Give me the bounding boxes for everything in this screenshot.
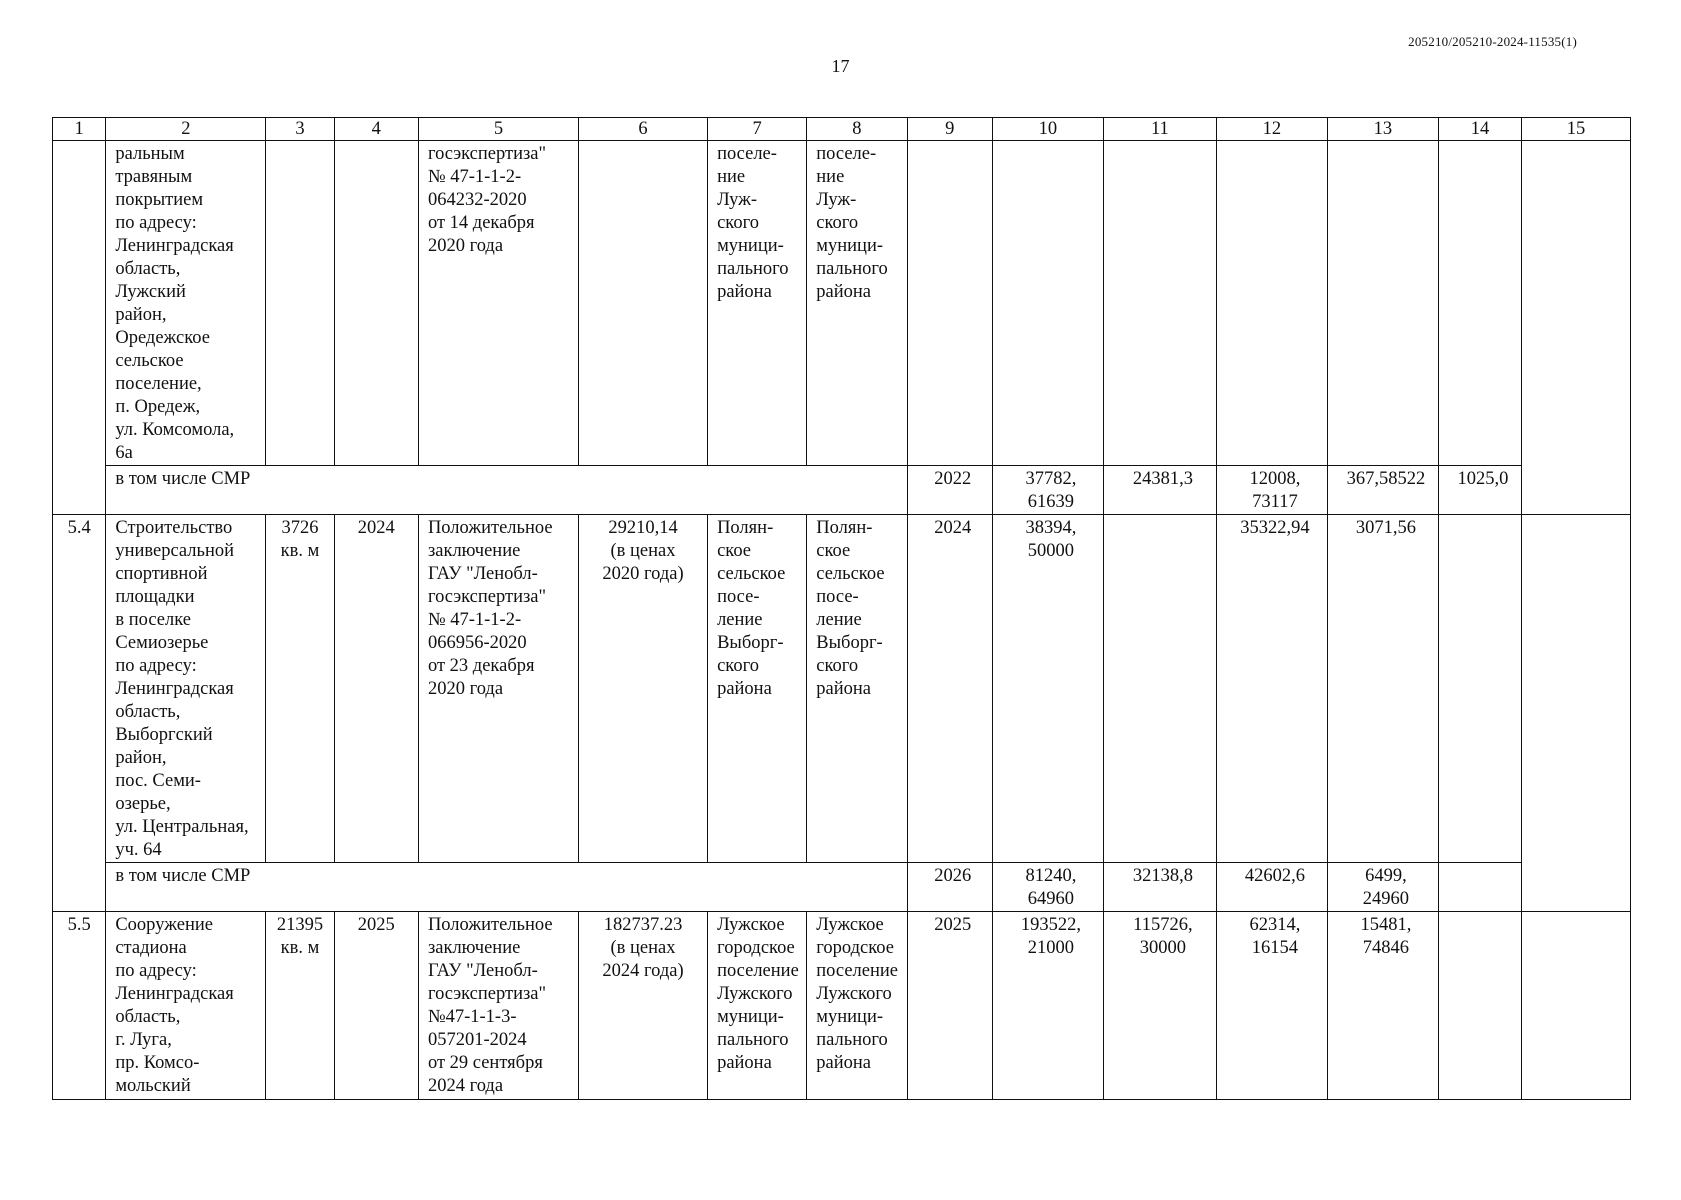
empty-cell bbox=[1522, 912, 1631, 1100]
table-row bbox=[53, 912, 1631, 1100]
value-cell: 38394, 50000 bbox=[992, 515, 1103, 863]
customer-cell: Полян- ское сельское посе- ление Выборг- ского района bbox=[708, 515, 807, 863]
value-cell bbox=[992, 141, 1103, 466]
smr-label: в том числе СМР bbox=[106, 466, 907, 515]
value-cell bbox=[1438, 141, 1521, 466]
smr-value-cell: 2022 bbox=[907, 466, 992, 515]
smr-value-cell: 42602,6 bbox=[1216, 863, 1327, 912]
column-number: 12 bbox=[1216, 118, 1327, 141]
object-register-table bbox=[52, 117, 1631, 1100]
table-row bbox=[53, 141, 1631, 466]
capacity-cell bbox=[266, 141, 334, 466]
column-number: 9 bbox=[907, 118, 992, 141]
cost-cell: 182737.23 (в ценах 2024 года) bbox=[578, 912, 707, 1100]
value-cell bbox=[1438, 515, 1521, 863]
empty-cell bbox=[1522, 141, 1631, 515]
smr-value-cell: 12008, 73117 bbox=[1216, 466, 1327, 515]
value-cell bbox=[907, 141, 992, 466]
smr-value-cell: 6499, 24960 bbox=[1327, 863, 1438, 912]
empty-cell bbox=[1522, 515, 1631, 912]
value-cell: 2025 bbox=[907, 912, 992, 1100]
expertise-cell: Положительное заключение ГАУ "Ленобл- госэкспертиза" №47-1-1-3- 057201-2024 от 29 сентября 2024 года bbox=[418, 912, 578, 1100]
column-number: 1 bbox=[53, 118, 106, 141]
column-number: 8 bbox=[807, 118, 907, 141]
smr-row bbox=[53, 863, 1631, 912]
document-code: 205210/205210-2024-11535(1) bbox=[1408, 34, 1577, 49]
year-cell: 2025 bbox=[334, 912, 418, 1100]
value-cell: 3071,56 bbox=[1327, 515, 1438, 863]
capacity-cell: 21395 кв. м bbox=[266, 912, 334, 1100]
expertise-cell: госэкспертиза" № 47-1-1-2- 064232-2020 от 14 декабря 2020 года bbox=[418, 141, 578, 466]
value-cell bbox=[1438, 912, 1521, 1100]
smr-value-cell: 24381,3 bbox=[1103, 466, 1216, 515]
column-number: 15 bbox=[1522, 118, 1631, 141]
column-number: 2 bbox=[106, 118, 266, 141]
column-number: 10 bbox=[992, 118, 1103, 141]
row-number-cell: 5.5 bbox=[53, 912, 106, 1100]
smr-value-cell: 1025,0 bbox=[1438, 466, 1521, 515]
page-number: 17 bbox=[831, 56, 850, 76]
value-cell bbox=[1216, 141, 1327, 466]
column-number: 11 bbox=[1103, 118, 1216, 141]
operator-cell: Лужское городское поселение Лужского муници- пального района bbox=[807, 912, 907, 1100]
customer-cell: поселе- ние Луж- ского муници- пального района bbox=[708, 141, 807, 466]
column-number: 3 bbox=[266, 118, 334, 141]
smr-value-cell: 37782, 61639 bbox=[992, 466, 1103, 515]
value-cell: 193522, 21000 bbox=[992, 912, 1103, 1100]
column-number: 4 bbox=[334, 118, 418, 141]
value-cell: 62314, 16154 bbox=[1216, 912, 1327, 1100]
object-name-cell: Сооружение стадиона по адресу: Ленинградская область, г. Луга, пр. Комсо- мольский bbox=[106, 912, 266, 1100]
row-number-cell bbox=[53, 141, 106, 515]
year-cell bbox=[334, 141, 418, 466]
value-cell bbox=[1327, 141, 1438, 466]
column-number-row bbox=[53, 118, 1631, 141]
cost-cell: 29210,14 (в ценах 2020 года) bbox=[578, 515, 707, 863]
value-cell bbox=[1103, 141, 1216, 466]
object-name-cell: ральным травяным покрытием по адресу: Ленинградская область, Лужский район, Оредежское сельское поселение, п. Оредеж, ул. Комсомола, 6а bbox=[106, 141, 266, 466]
object-name-cell: Строительство универсальной спортивной площадки в поселке Семиозерье по адресу: Ленинградская область, Выборгский район, пос. Семи- озерье, ул. Центральная, уч. 64 bbox=[106, 515, 266, 863]
value-cell: 2024 bbox=[907, 515, 992, 863]
smr-label: в том числе СМР bbox=[106, 863, 907, 912]
expertise-cell: Положительное заключение ГАУ "Ленобл- госэкспертиза" № 47-1-1-2- 066956-2020 от 23 декабря 2020 года bbox=[418, 515, 578, 863]
customer-cell: Лужское городское поселение Лужского муници- пального района bbox=[708, 912, 807, 1100]
column-number: 14 bbox=[1438, 118, 1521, 141]
smr-value-cell: 32138,8 bbox=[1103, 863, 1216, 912]
row-number-cell: 5.4 bbox=[53, 515, 106, 912]
smr-value-cell: 81240, 64960 bbox=[992, 863, 1103, 912]
value-cell bbox=[1103, 515, 1216, 863]
capacity-cell: 3726 кв. м bbox=[266, 515, 334, 863]
smr-value-cell bbox=[1438, 863, 1521, 912]
column-number: 13 bbox=[1327, 118, 1438, 141]
year-cell: 2024 bbox=[334, 515, 418, 863]
cost-cell bbox=[578, 141, 707, 466]
column-number: 6 bbox=[578, 118, 707, 141]
table-row bbox=[53, 515, 1631, 863]
smr-value-cell: 367,58522 bbox=[1327, 466, 1438, 515]
smr-row bbox=[53, 466, 1631, 515]
operator-cell: поселе- ние Луж- ского муници- пального района bbox=[807, 141, 907, 466]
value-cell: 15481, 74846 bbox=[1327, 912, 1438, 1100]
column-number: 7 bbox=[708, 118, 807, 141]
operator-cell: Полян- ское сельское посе- ление Выборг- ского района bbox=[807, 515, 907, 863]
value-cell: 115726, 30000 bbox=[1103, 912, 1216, 1100]
smr-value-cell: 2026 bbox=[907, 863, 992, 912]
value-cell: 35322,94 bbox=[1216, 515, 1327, 863]
column-number: 5 bbox=[418, 118, 578, 141]
